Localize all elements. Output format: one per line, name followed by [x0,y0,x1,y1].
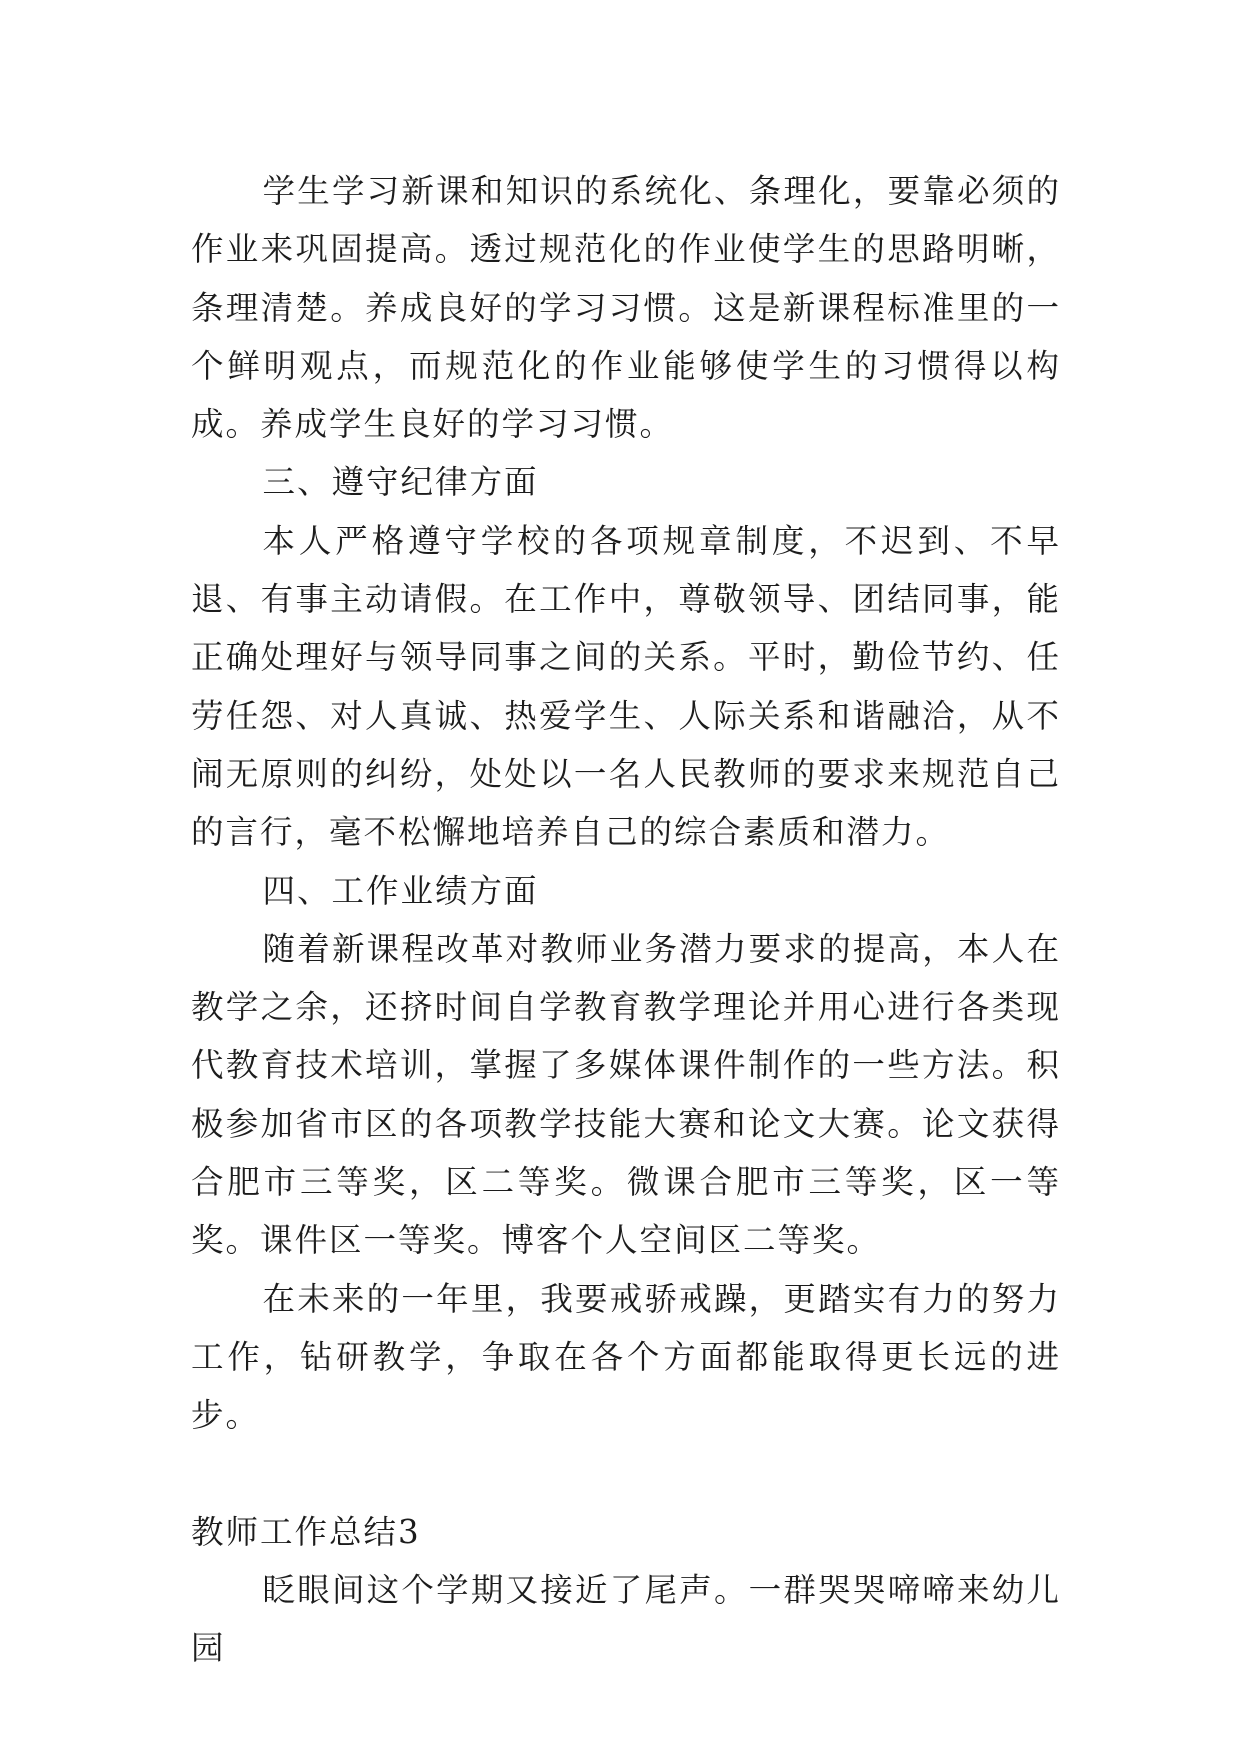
section-title-summary-3: 教师工作总结3 [191,1512,421,1551]
document-body [191,162,1061,1677]
paragraph-homework-habits: 学生学习新课和知识的系统化、条理化，要靠必须的作业来巩固提高。透过规范化的作业使学生的思路明晰，条理清楚。养成良好的学习习惯。这是新课程标准里的一个鲜明观点，而规范化的作业能够使学生的习惯得以构成。养成学生良好的学习习惯。 [191,172,1061,444]
paragraph-achievements: 随着新课程改革对教师业务潜力要求的提高，本人在教学之余，还挤时间自学教育教学理论并用心进行各类现代教育技术培训，掌握了多媒体课件制作的一些方法。积极参加省市区的各项教学技能大赛和论文大赛。论文获得合肥市三等奖，区二等奖。微课合肥市三等奖，区一等奖。课件区一等奖。博客个人空间区二等奖。 [191,929,1061,1260]
paragraph-semester-end: 眨眼间这个学期又接近了尾声。一群哭哭啼啼来幼儿园 [191,1570,1061,1668]
heading-achievements: 四、工作业绩方面 [262,871,539,910]
paragraph-discipline: 本人严格遵守学校的各项规章制度，不迟到、不早退、有事主动请假。在工作中，尊敬领导、团结同事，能正确处理好与领导同事之间的关系。平时，勤俭节约、任劳任怨、对人真诚、热爱学生、人际关系和谐融洽，从不闹无原则的纠纷，处处以一名人民教师的要求来规范自己的言行，毫不松懈地培养自己的综合素质和潜力。 [191,521,1061,852]
heading-discipline: 三、遵守纪律方面 [262,463,539,502]
paragraph-future: 在未来的一年里，我要戒骄戒躁，更踏实有力的努力工作，钻研教学，争取在各个方面都能取得更长远的进步。 [191,1279,1061,1435]
